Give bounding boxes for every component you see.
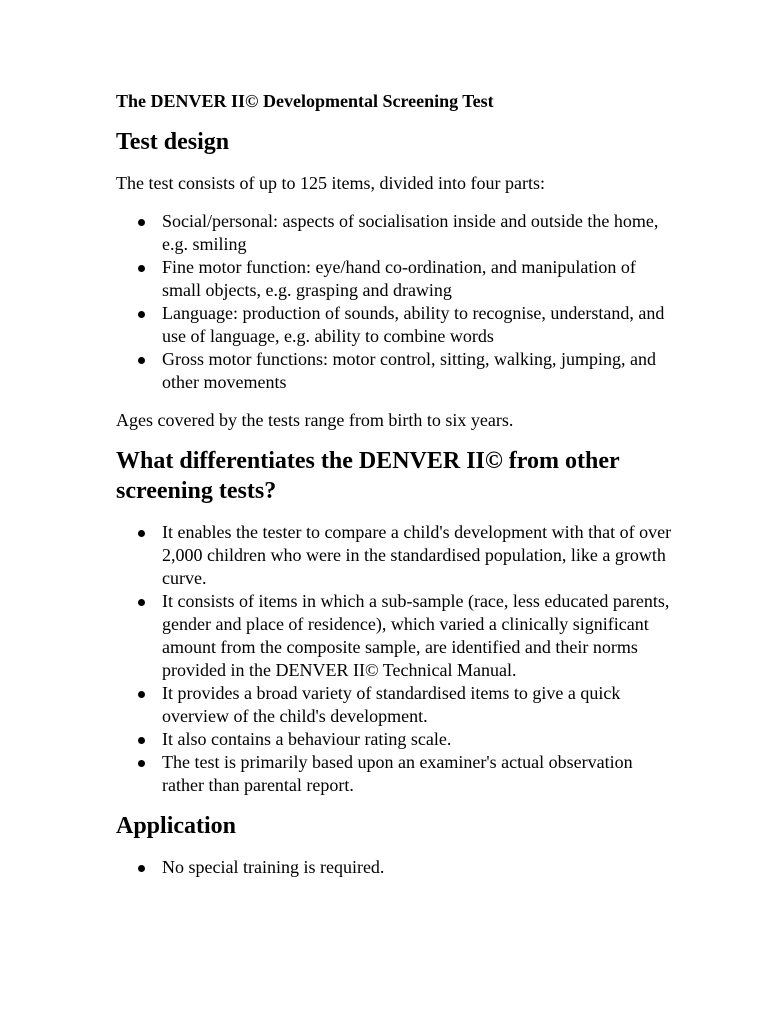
document-page <box>116 78 676 879</box>
list-item: Fine motor function: eye/hand co-ordination, and manipulation of small objects, e.g. grasping and drawing <box>116 256 676 302</box>
document-title: The DENVER II© Developmental Screening Test <box>116 91 494 111</box>
section-heading-application: Application <box>116 813 237 839</box>
test-design-intro: The test consists of up to 125 items, divided into four parts: <box>116 173 545 193</box>
bullet-icon <box>138 599 145 606</box>
bullet-icon <box>138 311 145 318</box>
differentiators-list <box>116 521 676 797</box>
list-item: Social/personal: aspects of socialisation inside and outside the home, e.g. smiling <box>116 210 676 256</box>
bullet-icon <box>138 760 145 767</box>
list-item: No special training is required. <box>116 856 676 879</box>
bullet-icon <box>138 737 145 744</box>
bullet-icon <box>138 691 145 698</box>
bullet-icon <box>138 530 145 537</box>
list-item: Gross motor functions: motor control, sitting, walking, jumping, and other movements <box>116 348 676 394</box>
section-heading-differentiates: What differentiates the DENVER II© from other screening tests? <box>116 448 620 504</box>
list-item: It consists of items in which a sub-sample (race, less educated parents, gender and place of residence), which varied a clinically significant amount from the composite sample, are identified and their norms provided in the DENVER II© Technical Manual. <box>116 590 676 682</box>
application-list <box>116 856 676 879</box>
ages-covered-text: Ages covered by the tests range from birth to six years. <box>116 410 514 430</box>
list-item: Language: production of sounds, ability to recognise, understand, and use of language, e.g. ability to combine words <box>116 302 676 348</box>
bullet-icon <box>138 265 145 272</box>
bullet-icon <box>138 219 145 226</box>
list-item: The test is primarily based upon an examiner's actual observation rather than parental report. <box>116 751 676 797</box>
bullet-icon <box>138 865 145 872</box>
list-item: It enables the tester to compare a child's development with that of over 2,000 children who were in the standardised population, like a growth curve. <box>116 521 676 590</box>
section-heading-test-design: Test design <box>116 129 230 155</box>
list-item: It provides a broad variety of standardised items to give a quick overview of the child's development. <box>116 682 676 728</box>
bullet-icon <box>138 357 145 364</box>
test-parts-list <box>116 210 676 394</box>
list-item: It also contains a behaviour rating scale. <box>116 728 676 751</box>
